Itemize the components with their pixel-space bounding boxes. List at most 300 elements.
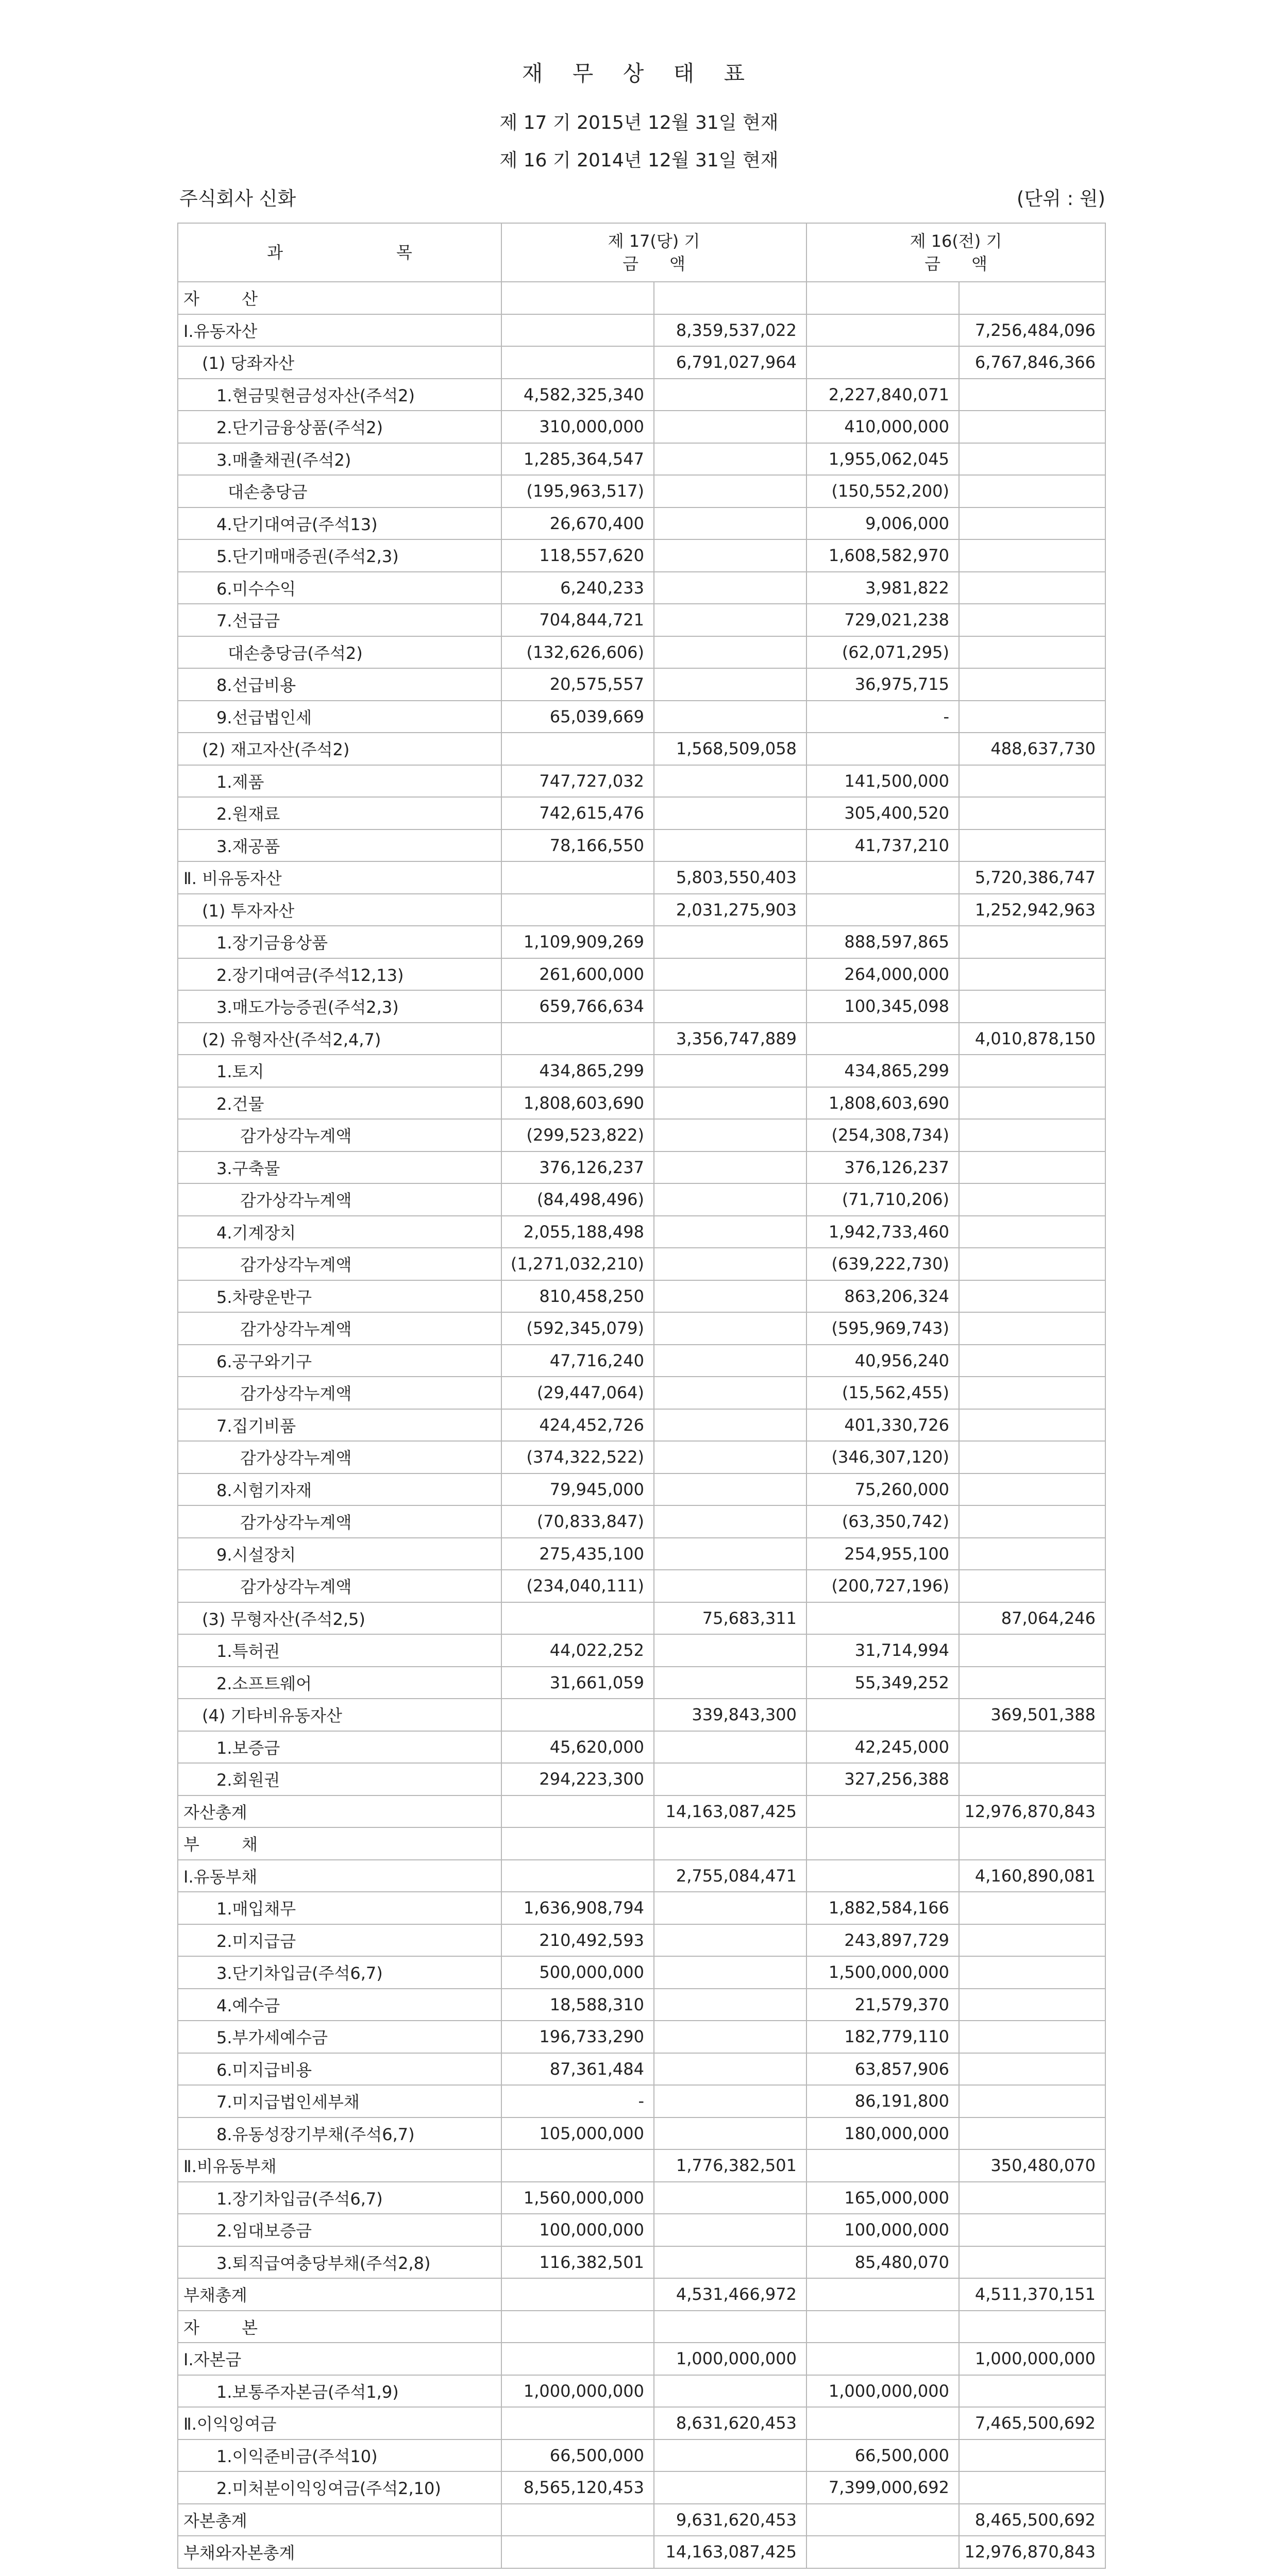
prior-subtotal-amount (959, 1827, 1105, 1860)
prior-subtotal-amount: 369,501,388 (959, 1699, 1105, 1731)
period-prior: 제 16 기 2014년 12월 31일 현재 (499, 150, 779, 171)
prior-subtotal-amount (959, 2182, 1105, 2214)
table-row (178, 2149, 1105, 2182)
prior-subtotal-amount (959, 1441, 1105, 1473)
table-row (178, 1055, 1105, 1087)
prior-detail-amount: 55,349,252 (806, 1667, 959, 1699)
prior-detail-amount: 1,608,582,970 (806, 539, 959, 572)
current-detail-amount: 4,582,325,340 (501, 379, 654, 411)
table-row (178, 958, 1105, 991)
account-name-cell: (2) 재고자산(주석2) (178, 733, 501, 765)
prior-detail-amount: (71,710,206) (806, 1183, 959, 1216)
account-name-cell: 4.단기대여금(주석13) (178, 507, 501, 540)
current-detail-amount: 1,808,603,690 (501, 1087, 654, 1120)
account-name-cell: 5.단기매매증권(주석2,3) (178, 539, 501, 572)
prior-detail-amount: (63,350,742) (806, 1505, 959, 1538)
prior-subtotal-amount (959, 1183, 1105, 1216)
prior-detail-amount: 100,345,098 (806, 990, 959, 1023)
table-row (178, 2504, 1105, 2536)
prior-detail-amount: (595,969,743) (806, 1312, 959, 1345)
current-subtotal-amount (654, 379, 806, 411)
table-row (178, 701, 1105, 733)
current-subtotal-amount (654, 1151, 806, 1184)
account-name-cell: 5.부가세예수금 (178, 2021, 501, 2053)
current-detail-amount: 747,727,032 (501, 765, 654, 798)
prior-detail-amount: 1,808,603,690 (806, 1087, 959, 1120)
current-detail-amount: 118,557,620 (501, 539, 654, 572)
prior-subtotal-amount (959, 2471, 1105, 2504)
table-row (178, 379, 1105, 411)
prior-subtotal-amount (959, 1151, 1105, 1184)
prior-subtotal-amount: 7,256,484,096 (959, 314, 1105, 347)
account-name-cell: 3.퇴직급여충당부채(주석2,8) (178, 2246, 501, 2279)
current-subtotal-amount (654, 1634, 806, 1667)
current-subtotal-amount: 4,531,466,972 (654, 2278, 806, 2311)
prior-detail-amount: 66,500,000 (806, 2439, 959, 2472)
current-detail-amount: 65,039,669 (501, 701, 654, 733)
account-name-cell: 9.시설장치 (178, 1538, 501, 1570)
current-subtotal-amount (654, 1763, 806, 1795)
current-detail-amount (501, 1699, 654, 1731)
current-detail-amount: 704,844,721 (501, 604, 654, 636)
current-detail-amount: 261,600,000 (501, 958, 654, 991)
table-row (178, 475, 1105, 507)
prior-subtotal-amount (959, 1892, 1105, 1924)
account-name-cell: 7.선급금 (178, 604, 501, 636)
prior-subtotal-amount: 7,465,500,692 (959, 2407, 1105, 2439)
current-detail-amount: (70,833,847) (501, 1505, 654, 1538)
prior-detail-amount: 254,955,100 (806, 1538, 959, 1570)
current-subtotal-amount: 8,359,537,022 (654, 314, 806, 347)
prior-detail-amount: (200,727,196) (806, 1570, 959, 1602)
table-row (178, 1023, 1105, 1055)
account-name-cell: 2.회원권 (178, 1763, 501, 1795)
prior-subtotal-amount (959, 1667, 1105, 1699)
table-row (178, 1795, 1105, 1828)
prior-detail-amount (806, 2149, 959, 2182)
prior-subtotal-amount: 4,511,370,151 (959, 2278, 1105, 2311)
prior-detail-amount (806, 282, 959, 314)
account-name-cell: 감가상각누계액 (178, 1441, 501, 1473)
table-row (178, 507, 1105, 540)
current-detail-amount (501, 894, 654, 926)
account-name-cell: (2) 유형자산(주석2,4,7) (178, 1023, 501, 1055)
current-detail-amount: 31,661,059 (501, 1667, 654, 1699)
prior-subtotal-amount (959, 2021, 1105, 2053)
prior-subtotal-amount (959, 1312, 1105, 1345)
current-subtotal-amount (654, 2053, 806, 2086)
prior-subtotal-amount (959, 1345, 1105, 1377)
current-detail-amount (501, 1023, 654, 1055)
prior-detail-amount: 327,256,388 (806, 1763, 959, 1795)
table-row (178, 572, 1105, 604)
prior-subtotal-amount (959, 701, 1105, 733)
table-row (178, 797, 1105, 829)
prior-subtotal-amount: 12,976,870,843 (959, 2536, 1105, 2568)
company-name: 주식회사 신화 (179, 188, 296, 210)
prior-detail-amount: (15,562,455) (806, 1377, 959, 1409)
prior-subtotal-amount (959, 282, 1105, 314)
prior-detail-amount: 21,579,370 (806, 1989, 959, 2021)
current-subtotal-amount (654, 1731, 806, 1764)
account-name-cell: 3.단기차입금(주석6,7) (178, 1956, 501, 1989)
prior-detail-amount: 165,000,000 (806, 2182, 959, 2214)
balance-sheet-table (177, 223, 1106, 2569)
account-name-cell: 3.재공품 (178, 829, 501, 862)
account-name-cell: 1.장기차입금(주석6,7) (178, 2182, 501, 2214)
current-subtotal-amount (654, 475, 806, 507)
current-subtotal-amount (654, 2246, 806, 2279)
prior-subtotal-amount (959, 572, 1105, 604)
prior-detail-amount (806, 2504, 959, 2536)
prior-detail-amount: 75,260,000 (806, 1473, 959, 1506)
account-name-cell: 2.단기금융상품(주석2) (178, 411, 501, 443)
prior-subtotal-amount (959, 1924, 1105, 1957)
current-subtotal-amount (654, 1441, 806, 1473)
current-subtotal-amount (654, 1312, 806, 1345)
prior-detail-amount: 63,857,906 (806, 2053, 959, 2086)
prior-detail-amount: 141,500,000 (806, 765, 959, 798)
account-name-cell: 3.구축물 (178, 1151, 501, 1184)
prior-detail-amount: 410,000,000 (806, 411, 959, 443)
account-name-cell: 1.보증금 (178, 1731, 501, 1764)
table-row (178, 861, 1105, 894)
statement-title: 재 무 상 태 표 (522, 61, 756, 86)
current-detail-amount: (29,447,064) (501, 1377, 654, 1409)
prior-detail-amount (806, 861, 959, 894)
prior-detail-amount: 3,981,822 (806, 572, 959, 604)
account-name-cell: (4) 기타비유동자산 (178, 1699, 501, 1731)
current-subtotal-amount: 14,163,087,425 (654, 2536, 806, 2568)
table-row (178, 1538, 1105, 1570)
account-name-cell: 7.미지급법인세부채 (178, 2085, 501, 2117)
account-name-cell: 부 채 (178, 1827, 501, 1860)
current-subtotal-amount (654, 604, 806, 636)
account-name-cell: 자 산 (178, 282, 501, 314)
current-detail-amount: (132,626,606) (501, 636, 654, 669)
account-name-cell: Ⅰ.자본금 (178, 2343, 501, 2375)
current-subtotal-amount: 9,631,620,453 (654, 2504, 806, 2536)
current-detail-amount: 1,560,000,000 (501, 2182, 654, 2214)
account-name-cell: 2.장기대여금(주석12,13) (178, 958, 501, 991)
prior-detail-amount (806, 1795, 959, 1828)
account-name-cell: 감가상각누계액 (178, 1248, 501, 1280)
current-detail-amount (501, 1860, 654, 1892)
table-row (178, 1377, 1105, 1409)
current-subtotal-amount (654, 1055, 806, 1087)
current-subtotal-amount (654, 990, 806, 1023)
prior-detail-amount: 100,000,000 (806, 2214, 959, 2246)
table-row (178, 2536, 1105, 2568)
prior-subtotal-amount (959, 1087, 1105, 1120)
account-name-cell: 2.건물 (178, 1087, 501, 1120)
prior-detail-amount (806, 2407, 959, 2439)
table-row (178, 1924, 1105, 1957)
account-name-cell: Ⅰ.유동부채 (178, 1860, 501, 1892)
account-name-cell: 1.매입채무 (178, 1892, 501, 1924)
current-detail-amount: 500,000,000 (501, 1956, 654, 1989)
account-name-cell: 감가상각누계액 (178, 1377, 501, 1409)
account-name-cell: 대손충당금(주석2) (178, 636, 501, 669)
current-detail-amount: 810,458,250 (501, 1280, 654, 1313)
current-detail-amount (501, 2407, 654, 2439)
prior-subtotal-amount (959, 2246, 1105, 2279)
current-subtotal-amount: 5,803,550,403 (654, 861, 806, 894)
current-detail-amount: 424,452,726 (501, 1409, 654, 1442)
current-subtotal-amount (654, 1538, 806, 1570)
prior-subtotal-amount: 488,637,730 (959, 733, 1105, 765)
prior-subtotal-amount (959, 1634, 1105, 1667)
current-subtotal-amount (654, 1667, 806, 1699)
current-detail-amount: 20,575,557 (501, 668, 654, 701)
current-subtotal-amount (654, 636, 806, 669)
prior-subtotal-amount: 350,480,070 (959, 2149, 1105, 2182)
table-header-row (178, 223, 1105, 282)
account-name-cell: 부채총계 (178, 2278, 501, 2311)
table-row (178, 2375, 1105, 2408)
current-detail-amount (501, 2311, 654, 2343)
table-row (178, 2085, 1105, 2117)
table-row (178, 2053, 1105, 2086)
current-detail-amount: 45,620,000 (501, 1731, 654, 1764)
current-detail-amount: 196,733,290 (501, 2021, 654, 2053)
prior-subtotal-amount (959, 2439, 1105, 2472)
current-subtotal-amount (654, 2182, 806, 2214)
prior-detail-amount: 41,737,210 (806, 829, 959, 862)
current-subtotal-amount (654, 1280, 806, 1313)
current-subtotal-amount (654, 797, 806, 829)
prior-subtotal-amount (959, 1570, 1105, 1602)
account-name-cell: 8.선급비용 (178, 668, 501, 701)
table-row (178, 2311, 1105, 2343)
current-detail-amount (501, 1795, 654, 1828)
account-name-cell: 1.토지 (178, 1055, 501, 1087)
current-period-header: 제 17(당) 기 금 액 (501, 223, 806, 282)
current-subtotal-amount (654, 539, 806, 572)
table-row (178, 1602, 1105, 1635)
prior-detail-amount: 9,006,000 (806, 507, 959, 540)
prior-detail-amount (806, 1023, 959, 1055)
table-row (178, 1989, 1105, 2021)
current-detail-amount: 275,435,100 (501, 1538, 654, 1570)
current-subtotal-amount (654, 1924, 806, 1957)
current-subtotal-amount (654, 701, 806, 733)
current-detail-amount: 1,109,909,269 (501, 926, 654, 958)
current-detail-amount: (374,322,522) (501, 1441, 654, 1473)
current-detail-amount: 18,588,310 (501, 1989, 654, 2021)
prior-detail-amount (806, 346, 959, 379)
table-row (178, 1409, 1105, 1442)
table-row (178, 2021, 1105, 2053)
prior-detail-amount (806, 2311, 959, 2343)
prior-subtotal-amount (959, 443, 1105, 476)
current-detail-amount: 47,716,240 (501, 1345, 654, 1377)
prior-subtotal-amount (959, 1280, 1105, 1313)
prior-subtotal-amount (959, 1055, 1105, 1087)
account-name-cell: 2.미처분이익잉여금(주석2,10) (178, 2471, 501, 2504)
account-name-cell: 9.선급법인세 (178, 701, 501, 733)
current-subtotal-amount (654, 1473, 806, 1506)
prior-subtotal-amount (959, 1731, 1105, 1764)
prior-detail-amount: 243,897,729 (806, 1924, 959, 1957)
current-detail-amount (501, 1602, 654, 1635)
current-detail-amount: 1,000,000,000 (501, 2375, 654, 2408)
current-subtotal-amount (654, 282, 806, 314)
prior-detail-amount (806, 1860, 959, 1892)
prior-detail-amount: 7,399,000,692 (806, 2471, 959, 2504)
prior-subtotal-amount: 12,976,870,843 (959, 1795, 1105, 1828)
account-name-cell: 3.매도가능증권(주석2,3) (178, 990, 501, 1023)
prior-detail-amount: 401,330,726 (806, 1409, 959, 1442)
prior-detail-amount: 31,714,994 (806, 1634, 959, 1667)
prior-detail-amount: 1,955,062,045 (806, 443, 959, 476)
current-subtotal-amount: 6,791,027,964 (654, 346, 806, 379)
current-subtotal-amount (654, 2375, 806, 2408)
prior-detail-amount (806, 894, 959, 926)
prior-subtotal-amount (959, 1377, 1105, 1409)
prior-detail-amount: 434,865,299 (806, 1055, 959, 1087)
current-subtotal-amount (654, 2085, 806, 2117)
prior-subtotal-amount (959, 1505, 1105, 1538)
prior-subtotal-amount (959, 829, 1105, 862)
prior-detail-amount: 85,480,070 (806, 2246, 959, 2279)
current-detail-amount: 78,166,550 (501, 829, 654, 862)
table-row (178, 443, 1105, 476)
prior-detail-amount: 86,191,800 (806, 2085, 959, 2117)
account-name-cell: 감가상각누계액 (178, 1119, 501, 1151)
current-subtotal-amount (654, 1216, 806, 1248)
table-row (178, 314, 1105, 347)
prior-subtotal-amount (959, 1989, 1105, 2021)
prior-detail-amount: 1,942,733,460 (806, 1216, 959, 1248)
prior-detail-amount: 305,400,520 (806, 797, 959, 829)
account-name-cell: 6.미수수익 (178, 572, 501, 604)
current-subtotal-amount (654, 1409, 806, 1442)
table-row (178, 1634, 1105, 1667)
prior-subtotal-amount (959, 926, 1105, 958)
prior-subtotal-amount: 1,252,942,963 (959, 894, 1105, 926)
table-row (178, 1860, 1105, 1892)
table-row (178, 1280, 1105, 1313)
current-detail-amount (501, 282, 654, 314)
table-row (178, 2439, 1105, 2472)
prior-subtotal-amount (959, 1119, 1105, 1151)
prior-subtotal-amount (959, 1763, 1105, 1795)
prior-detail-amount: 182,779,110 (806, 2021, 959, 2053)
current-detail-amount: 2,055,188,498 (501, 1216, 654, 1248)
table-row (178, 2117, 1105, 2150)
table-row (178, 1216, 1105, 1248)
prior-detail-amount (806, 2343, 959, 2375)
table-row (178, 2214, 1105, 2246)
account-name-cell: 8.유동성장기부채(주석6,7) (178, 2117, 501, 2150)
current-subtotal-amount (654, 1989, 806, 2021)
account-name-cell: 6.미지급비용 (178, 2053, 501, 2086)
prior-detail-amount: (254,308,734) (806, 1119, 959, 1151)
current-detail-amount: (234,040,111) (501, 1570, 654, 1602)
table-row (178, 1248, 1105, 1280)
current-subtotal-amount: 2,031,275,903 (654, 894, 806, 926)
current-detail-amount: 116,382,501 (501, 2246, 654, 2279)
table-row (178, 2471, 1105, 2504)
account-name-cell: 2.임대보증금 (178, 2214, 501, 2246)
current-detail-amount: 79,945,000 (501, 1473, 654, 1506)
account-name-cell: (1) 투자자산 (178, 894, 501, 926)
current-subtotal-amount (654, 443, 806, 476)
prior-subtotal-amount: 5,720,386,747 (959, 861, 1105, 894)
prior-detail-amount (806, 1699, 959, 1731)
unit-label: (단위 : 원) (1016, 188, 1105, 210)
table-row (178, 2343, 1105, 2375)
current-subtotal-amount: 8,631,620,453 (654, 2407, 806, 2439)
current-subtotal-amount (654, 926, 806, 958)
account-name-cell: 5.차량운반구 (178, 1280, 501, 1313)
current-subtotal-amount: 1,776,382,501 (654, 2149, 806, 2182)
current-detail-amount: - (501, 2085, 654, 2117)
table-row (178, 926, 1105, 958)
account-name-cell: 1.장기금융상품 (178, 926, 501, 958)
current-subtotal-amount (654, 507, 806, 540)
prior-detail-amount: 2,227,840,071 (806, 379, 959, 411)
current-subtotal-amount: 3,356,747,889 (654, 1023, 806, 1055)
prior-detail-amount (806, 2278, 959, 2311)
account-name-cell: 1.이익준비금(주석10) (178, 2439, 501, 2472)
current-subtotal-amount: 75,683,311 (654, 1602, 806, 1635)
table-row (178, 604, 1105, 636)
prior-subtotal-amount (959, 411, 1105, 443)
current-subtotal-amount: 339,843,300 (654, 1699, 806, 1731)
prior-detail-amount (806, 733, 959, 765)
table-row (178, 1731, 1105, 1764)
current-detail-amount (501, 2278, 654, 2311)
table-row (178, 733, 1105, 765)
current-detail-amount (501, 314, 654, 347)
prior-detail-amount: 1,882,584,166 (806, 1892, 959, 1924)
current-detail-amount (501, 861, 654, 894)
account-name-cell: 대손충당금 (178, 475, 501, 507)
current-subtotal-amount (654, 1248, 806, 1280)
current-subtotal-amount (654, 1570, 806, 1602)
account-name-cell: 부채와자본총계 (178, 2536, 501, 2568)
table-row (178, 2246, 1105, 2279)
prior-subtotal-amount (959, 1473, 1105, 1506)
prior-subtotal-amount (959, 1409, 1105, 1442)
prior-detail-amount: (639,222,730) (806, 1248, 959, 1280)
account-name-cell: 7.집기비품 (178, 1409, 501, 1442)
account-name-cell: (1) 당좌자산 (178, 346, 501, 379)
prior-detail-amount: 36,975,715 (806, 668, 959, 701)
account-name-cell: 2.소프트웨어 (178, 1667, 501, 1699)
prior-detail-amount: 42,245,000 (806, 1731, 959, 1764)
table-row (178, 990, 1105, 1023)
current-detail-amount: 26,670,400 (501, 507, 654, 540)
account-name-cell: 6.공구와기구 (178, 1345, 501, 1377)
table-row (178, 1473, 1105, 1506)
prior-detail-amount (806, 1827, 959, 1860)
current-subtotal-amount: 2,755,084,471 (654, 1860, 806, 1892)
current-subtotal-amount (654, 2311, 806, 2343)
current-subtotal-amount (654, 958, 806, 991)
table-row (178, 2278, 1105, 2311)
table-row (178, 2407, 1105, 2439)
prior-subtotal-amount (959, 2375, 1105, 2408)
current-detail-amount: 376,126,237 (501, 1151, 654, 1184)
prior-detail-amount: 1,000,000,000 (806, 2375, 959, 2408)
prior-subtotal-amount (959, 797, 1105, 829)
prior-detail-amount: 264,000,000 (806, 958, 959, 991)
prior-detail-amount: - (806, 701, 959, 733)
prior-subtotal-amount (959, 2117, 1105, 2150)
